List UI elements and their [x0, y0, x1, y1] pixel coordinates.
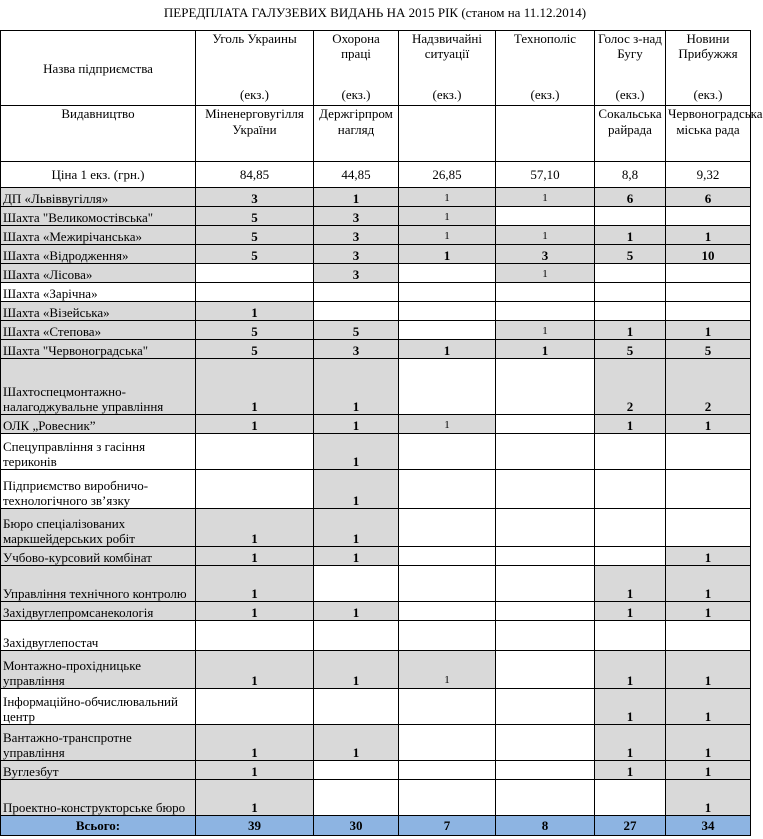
- value-cell: 5: [196, 226, 314, 245]
- value-cell: [595, 434, 666, 470]
- value-cell: 1: [595, 689, 666, 725]
- value-cell: [399, 302, 496, 321]
- value-cell: 5: [314, 321, 399, 340]
- value-cell: 10: [666, 245, 751, 264]
- publication-header-2: [399, 31, 496, 106]
- value-cell: [399, 434, 496, 470]
- value-cell: [314, 780, 399, 816]
- value-cell: 5: [196, 340, 314, 359]
- value-cell: 1: [314, 188, 399, 207]
- publication-name: Охорона праці: [332, 31, 380, 61]
- value-cell: [496, 283, 595, 302]
- value-cell: 1: [666, 602, 751, 621]
- value-cell: [314, 689, 399, 725]
- unit-label: (екз.): [615, 87, 645, 102]
- value-cell: 1: [666, 725, 751, 761]
- value-cell: 1: [314, 725, 399, 761]
- company-name: Шахта "Червоноградська": [1, 340, 196, 359]
- value-cell: [399, 725, 496, 761]
- value-cell: 2: [595, 359, 666, 415]
- value-cell: [496, 434, 595, 470]
- value-cell: [496, 566, 595, 602]
- company-name: Підприємство виробничо-технологічного зв’язку: [1, 470, 196, 509]
- table-row: [1, 780, 751, 816]
- value-cell: 3: [314, 245, 399, 264]
- value-cell: 1: [196, 359, 314, 415]
- value-cell: 2: [666, 359, 751, 415]
- value-cell: [399, 780, 496, 816]
- value-cell: [595, 621, 666, 651]
- value-cell: 5: [196, 245, 314, 264]
- table-row: [1, 359, 751, 415]
- value-cell: 1: [196, 761, 314, 780]
- price-cell-1: 44,85: [314, 162, 399, 188]
- publisher-cell-2: [399, 106, 496, 162]
- value-cell: 1: [496, 340, 595, 359]
- publication-header-4: [595, 31, 666, 106]
- company-header: Назва підприємства: [1, 31, 196, 106]
- value-cell: [595, 302, 666, 321]
- unit-label: (екз.): [530, 87, 560, 102]
- value-cell: [595, 509, 666, 547]
- value-cell: 1: [196, 780, 314, 816]
- value-cell: 1: [496, 188, 595, 207]
- company-name: Вантажно-транспротне управління: [1, 725, 196, 761]
- publication-name: Новини Прибужжя: [678, 31, 738, 61]
- total-value: 34: [666, 816, 751, 836]
- value-cell: 1: [595, 226, 666, 245]
- table-row: [1, 245, 751, 264]
- value-cell: 1: [196, 302, 314, 321]
- value-cell: 1: [196, 602, 314, 621]
- value-cell: 1: [666, 780, 751, 816]
- value-cell: 3: [314, 207, 399, 226]
- value-cell: 1: [666, 226, 751, 245]
- total-value: 7: [399, 816, 496, 836]
- company-name: Шахтоспецмонтажно-налагоджувальне управління: [1, 359, 196, 415]
- value-cell: [496, 470, 595, 509]
- value-cell: 1: [666, 566, 751, 602]
- value-cell: [399, 283, 496, 302]
- page-title: ПЕРЕДПЛАТА ГАЛУЗЕВИХ ВИДАНЬ НА 2015 РІК (станом на 11.12.2014): [163, 5, 587, 20]
- value-cell: [595, 283, 666, 302]
- price-cell-0: 84,85: [196, 162, 314, 188]
- value-cell: 5: [595, 340, 666, 359]
- value-cell: [496, 509, 595, 547]
- value-cell: [496, 651, 595, 689]
- value-cell: 5: [666, 340, 751, 359]
- value-cell: 1: [595, 415, 666, 434]
- value-cell: [399, 321, 496, 340]
- company-name: Західвуглепостач: [1, 621, 196, 651]
- table-row: [1, 283, 751, 302]
- value-cell: [496, 761, 595, 780]
- company-name: ОЛК „Ровесник”: [1, 415, 196, 434]
- value-cell: [595, 780, 666, 816]
- publication-header-3: [496, 31, 595, 106]
- value-cell: [196, 283, 314, 302]
- value-cell: 1: [399, 207, 496, 226]
- value-cell: 1: [666, 689, 751, 725]
- table-row: [1, 509, 751, 547]
- price-cell-2: 26,85: [399, 162, 496, 188]
- value-cell: 3: [314, 226, 399, 245]
- value-cell: 1: [314, 509, 399, 547]
- value-cell: 1: [314, 547, 399, 566]
- value-cell: [314, 302, 399, 321]
- value-cell: [196, 689, 314, 725]
- publisher-cell-1: Держгірпром нагляд: [314, 106, 399, 162]
- value-cell: [196, 264, 314, 283]
- value-cell: [399, 689, 496, 725]
- value-cell: [399, 547, 496, 566]
- value-cell: 1: [595, 566, 666, 602]
- value-cell: 1: [314, 415, 399, 434]
- total-value: 27: [595, 816, 666, 836]
- publisher-cell-3: [496, 106, 595, 162]
- company-name: Спецуправління з гасіння териконів: [1, 434, 196, 470]
- value-cell: [496, 689, 595, 725]
- value-cell: 1: [196, 651, 314, 689]
- publisher-cell-0: Міненерговугілля України: [196, 106, 314, 162]
- table-row: [1, 188, 751, 207]
- publication-name: Уголь Украины: [212, 31, 297, 46]
- table-row: [1, 566, 751, 602]
- value-cell: [666, 621, 751, 651]
- value-cell: 1: [399, 188, 496, 207]
- value-cell: [399, 359, 496, 415]
- value-cell: 1: [399, 415, 496, 434]
- header-row: [1, 31, 751, 106]
- value-cell: 3: [196, 188, 314, 207]
- value-cell: 1: [399, 340, 496, 359]
- value-cell: [666, 302, 751, 321]
- value-cell: [595, 264, 666, 283]
- value-cell: [399, 566, 496, 602]
- company-name: Проектно-конструкторське бюро: [1, 780, 196, 816]
- total-value: 30: [314, 816, 399, 836]
- value-cell: 1: [666, 761, 751, 780]
- value-cell: [595, 470, 666, 509]
- company-name: Учбово-курсовий комбінат: [1, 547, 196, 566]
- value-cell: [496, 547, 595, 566]
- publisher-cell-5: Червоноградська міська рада: [666, 106, 751, 162]
- unit-label: (екз.): [432, 87, 462, 102]
- value-cell: 1: [314, 602, 399, 621]
- value-cell: 1: [314, 470, 399, 509]
- value-cell: [496, 621, 595, 651]
- table-row: [1, 761, 751, 780]
- value-cell: [399, 470, 496, 509]
- value-cell: [666, 264, 751, 283]
- table-row: [1, 302, 751, 321]
- unit-label: (екз.): [341, 87, 371, 102]
- table-row: [1, 207, 751, 226]
- total-value: 39: [196, 816, 314, 836]
- value-cell: 5: [595, 245, 666, 264]
- value-cell: [399, 761, 496, 780]
- value-cell: [196, 621, 314, 651]
- value-cell: [496, 725, 595, 761]
- value-cell: [496, 207, 595, 226]
- value-cell: [666, 283, 751, 302]
- value-cell: 1: [595, 725, 666, 761]
- price-row: [1, 162, 751, 188]
- value-cell: 1: [196, 566, 314, 602]
- price-cell-3: 57,10: [496, 162, 595, 188]
- publication-header-0: [196, 31, 314, 106]
- value-cell: 1: [666, 321, 751, 340]
- value-cell: 6: [666, 188, 751, 207]
- value-cell: 5: [196, 207, 314, 226]
- value-cell: [496, 359, 595, 415]
- publication-name: Голос з-над Бугу: [598, 31, 662, 61]
- publisher-row: [1, 106, 751, 162]
- unit-label: (екз.): [240, 87, 269, 102]
- value-cell: [314, 566, 399, 602]
- company-name: Інформаційно-обчислювальний центр: [1, 689, 196, 725]
- value-cell: 1: [666, 415, 751, 434]
- company-name: Вуглезбут: [1, 761, 196, 780]
- publisher-header: Видавництво: [1, 106, 196, 162]
- value-cell: [196, 470, 314, 509]
- value-cell: [399, 264, 496, 283]
- value-cell: [314, 283, 399, 302]
- company-name: Шахта «Лісова»: [1, 264, 196, 283]
- value-cell: 3: [496, 245, 595, 264]
- value-cell: 1: [399, 226, 496, 245]
- unit-label: (екз.): [693, 87, 723, 102]
- table-row: [1, 264, 751, 283]
- value-cell: [666, 470, 751, 509]
- value-cell: 1: [196, 415, 314, 434]
- company-name: Шахта «Візейська»: [1, 302, 196, 321]
- value-cell: [496, 602, 595, 621]
- publication-header-5: [666, 31, 751, 106]
- table-row: [1, 434, 751, 470]
- company-name: Бюро спеціалізованих маркшейдерських робіт: [1, 509, 196, 547]
- table-row: [1, 651, 751, 689]
- value-cell: [666, 207, 751, 226]
- value-cell: [314, 621, 399, 651]
- value-cell: [595, 547, 666, 566]
- value-cell: 1: [399, 651, 496, 689]
- value-cell: [399, 602, 496, 621]
- value-cell: 1: [595, 651, 666, 689]
- value-cell: 1: [196, 547, 314, 566]
- table-row: [1, 621, 751, 651]
- company-name: Шахта «Степова»: [1, 321, 196, 340]
- company-name: Управління технічного контролю: [1, 566, 196, 602]
- value-cell: 1: [399, 245, 496, 264]
- table-row: [1, 415, 751, 434]
- company-name: Монтажно-прохідницьке управління: [1, 651, 196, 689]
- value-cell: [666, 509, 751, 547]
- table-row: [1, 321, 751, 340]
- subscription-table: [0, 30, 763, 836]
- price-cell-4: 8,8: [595, 162, 666, 188]
- company-name: Шахта "Великомостівська": [1, 207, 196, 226]
- company-name: Західвуглепромсанекологія: [1, 602, 196, 621]
- price-header: Ціна 1 екз. (грн.): [1, 162, 196, 188]
- company-name: Шахта «Межирічанська»: [1, 226, 196, 245]
- value-cell: [196, 434, 314, 470]
- table-row: [1, 602, 751, 621]
- total-label: Всього:: [1, 816, 196, 836]
- value-cell: 1: [666, 547, 751, 566]
- publication-header-1: [314, 31, 399, 106]
- value-cell: [496, 302, 595, 321]
- value-cell: [399, 509, 496, 547]
- price-cell-5: 9,32: [666, 162, 751, 188]
- value-cell: 6: [595, 188, 666, 207]
- value-cell: 3: [314, 340, 399, 359]
- value-cell: [666, 434, 751, 470]
- value-cell: 1: [196, 725, 314, 761]
- table-row: [1, 547, 751, 566]
- company-name: Шахта «Відродження»: [1, 245, 196, 264]
- value-cell: [399, 621, 496, 651]
- table-row: [1, 689, 751, 725]
- publication-name: Технополіс: [513, 31, 577, 46]
- table-row: [1, 340, 751, 359]
- total-row: [1, 816, 751, 836]
- value-cell: 1: [595, 761, 666, 780]
- value-cell: [496, 415, 595, 434]
- value-cell: 1: [595, 321, 666, 340]
- value-cell: 1: [666, 651, 751, 689]
- total-value: 8: [496, 816, 595, 836]
- table-row: [1, 725, 751, 761]
- publication-name: Надзвичайні ситуації: [412, 31, 482, 61]
- table-row: [1, 470, 751, 509]
- value-cell: 1: [314, 434, 399, 470]
- publisher-cell-4: Сокальська райрада: [595, 106, 666, 162]
- value-cell: [496, 780, 595, 816]
- value-cell: 1: [196, 509, 314, 547]
- company-name: Шахта «Зарічна»: [1, 283, 196, 302]
- value-cell: 1: [496, 226, 595, 245]
- company-name: ДП «Львіввугілля»: [1, 188, 196, 207]
- table-row: [1, 226, 751, 245]
- value-cell: [314, 761, 399, 780]
- value-cell: 1: [496, 321, 595, 340]
- value-cell: 1: [496, 264, 595, 283]
- value-cell: 1: [314, 359, 399, 415]
- value-cell: [595, 207, 666, 226]
- value-cell: 1: [314, 651, 399, 689]
- value-cell: 5: [196, 321, 314, 340]
- value-cell: 1: [595, 602, 666, 621]
- value-cell: 3: [314, 264, 399, 283]
